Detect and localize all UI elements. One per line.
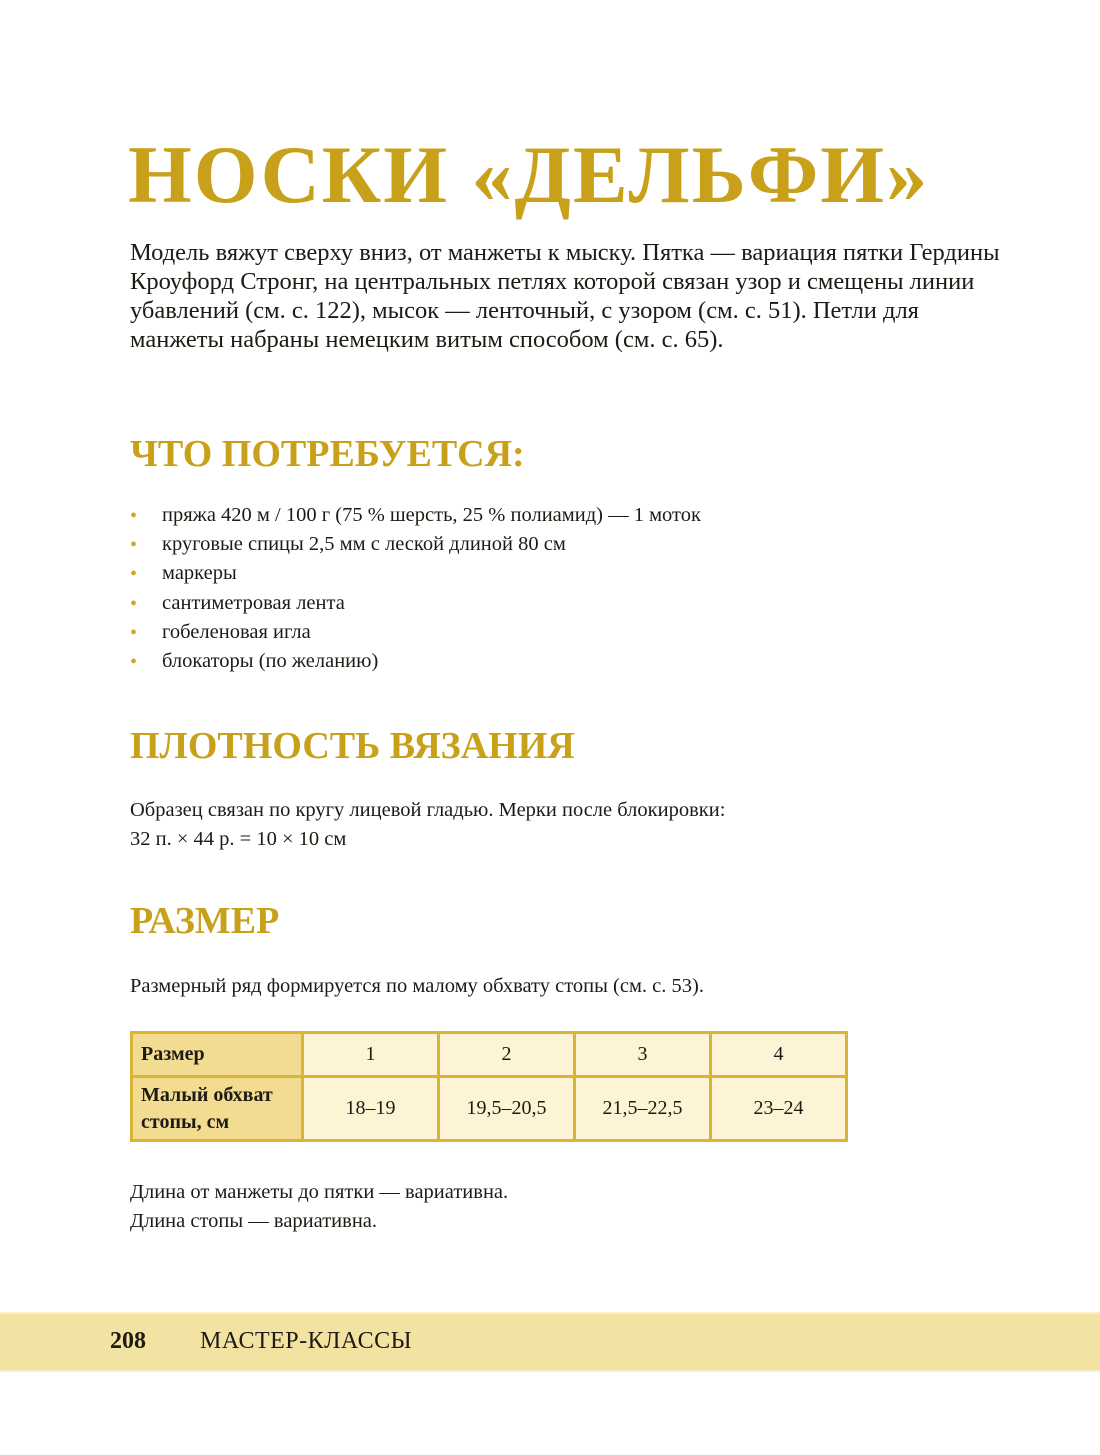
bullet-icon: •: [130, 621, 138, 644]
table-cell: 4: [711, 1033, 847, 1077]
bullet-icon: •: [130, 592, 138, 615]
table-cell: 2: [439, 1033, 575, 1077]
table-cell: 18–19: [303, 1077, 439, 1141]
list-item: • блокаторы (по желанию): [130, 649, 379, 673]
row-header: Малый обхват стопы, см: [132, 1077, 303, 1141]
table-row: [132, 1033, 847, 1077]
table-row: [132, 1077, 847, 1141]
gauge-line-1: Образец связан по кругу лицевой гладью. Мерки после блокировки:: [130, 799, 726, 821]
row-header: Размер: [132, 1033, 303, 1077]
page-title: НОСКИ «ДЕЛЬФИ»: [128, 129, 930, 220]
list-item: • круговые спицы 2,5 мм с леской длиной 80 см: [130, 533, 566, 557]
table-cell: 19,5–20,5: [439, 1077, 575, 1141]
bullet-icon: •: [130, 505, 138, 527]
note-2: Длина стопы — вариативна.: [130, 1210, 378, 1232]
materials-heading: ЧТО ПОТРЕБУЕТСЯ:: [130, 433, 525, 475]
note-1: Длина от манжеты до пятки — вариативна.: [130, 1181, 509, 1203]
size-heading: РАЗМЕР: [130, 900, 280, 942]
table-cell: 23–24: [711, 1077, 847, 1141]
list-item: • сантиметровая лента: [130, 591, 345, 615]
intro-paragraph: Модель вяжут сверху вниз, от манжеты к мыску. Пятка — вариация пятки Гердины Кроуфорд Стронг, на центральных петлях которой связан узор и смещены линии убавлений (см. с. 122), мысок — ленточный, с узором (см. с. 51). Петли для манжеты набраны немецким витым способом (см. с. 65).: [130, 239, 1000, 353]
gauge-line-2: 32 п. × 44 р. = 10 × 10 см: [130, 828, 347, 850]
bullet-icon: •: [130, 563, 138, 586]
gauge-heading: ПЛОТНОСТЬ ВЯЗАНИЯ: [130, 725, 575, 767]
size-table: [130, 1031, 848, 1142]
bullet-icon: •: [130, 534, 138, 557]
list-item: • маркеры: [130, 562, 237, 586]
bullet-icon: •: [130, 650, 138, 673]
table-cell: 3: [575, 1033, 711, 1077]
section-title: МАСТЕР-КЛАССЫ: [200, 1328, 413, 1354]
page-number: 208: [110, 1328, 146, 1354]
materials-list: [130, 504, 701, 679]
table-cell: 21,5–22,5: [575, 1077, 711, 1141]
footer-band: [0, 1312, 1100, 1372]
list-item: • гобеленовая игла: [130, 620, 311, 644]
size-text: Размерный ряд формируется по малому обхвату стопы (см. с. 53).: [130, 975, 704, 997]
table-cell: 1: [303, 1033, 439, 1077]
list-item: • пряжа 420 м / 100 г (75 % шерсть, 25 % полиамид) — 1 моток: [130, 504, 701, 527]
